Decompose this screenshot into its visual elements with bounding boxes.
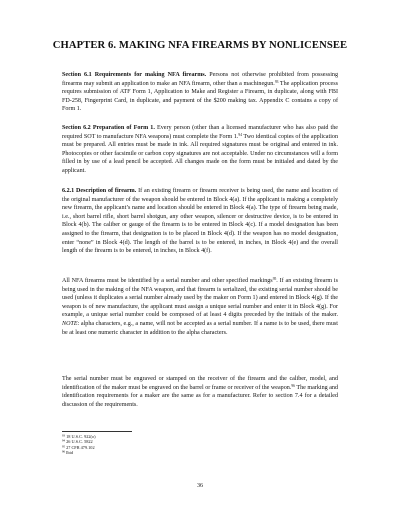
- engraving-text-a: The serial number must be engraved or stamped on the receiver of the firearm and the caliber, model, and identification of the maker must be engraved on the barrel or frame or receiver of the weapon.: [62, 376, 338, 391]
- footnote-number: 94: [62, 438, 65, 443]
- serial-text-a: All NFA firearms must be identified by a serial number and other specified markings: [62, 278, 273, 284]
- footnote-divider: [62, 431, 132, 432]
- footnote-number: 95: [62, 444, 65, 449]
- section-6-2-text-b: Two identical copies of the application must be prepared. All entries must be made in ink. All required signatures must be original and entered in ink. Photocopies or other facsimile or carbon copy signatures are not acceptable. Under no circumstances will a form filled in by use of a lead pencil be accepted. All changes made on the form must be initialed and dated by the applicant.: [62, 133, 338, 174]
- serial-number-paragraph: [62, 277, 338, 337]
- note-label: NOTE: [62, 320, 78, 327]
- section-6-2-heading: Section 6.2 Preparation of Form 1.: [62, 125, 155, 131]
- footnote-text: 18 U.S.C. 922(o): [65, 434, 96, 439]
- footnote-item: [62, 450, 262, 455]
- section-6-2-1-paragraph: [62, 187, 338, 256]
- serial-text-c: : alpha characters, e.g., a name, will not be accepted as a serial number. If a name is to be used, there must be at least one numeric character in addition to the alpha characters.: [62, 320, 338, 336]
- section-6-1-paragraph: [62, 71, 338, 114]
- engraving-text-b: The marking and identification requirements for a maker are the same as for a manufacturer. Refer to section 7.4 for a detailed discussion of the requirements.: [62, 384, 338, 408]
- footnote-number: 96: [62, 449, 65, 454]
- page-number: 36: [196, 483, 204, 489]
- footnote-text: 26 U.S.C. 5822: [65, 439, 93, 445]
- footnote-text: 27 CFR 479.102: [65, 444, 95, 450]
- footnotes: [62, 434, 262, 456]
- chapter-title: CHAPTER 6. MAKING NFA FIREARMS BY NONLICENSEE: [52, 40, 348, 51]
- section-6-2-text-a: Every person (other than a licensed manufacturer who has also paid the required SOT to manufacture NFA weapons) must complete the Form 1.: [62, 125, 338, 140]
- section-6-2-1-heading: 6.2.1 Description of firearm.: [62, 188, 137, 194]
- footnote-text: Ibid: [65, 450, 73, 456]
- section-6-2-1-text: If an existing firearm or firearm receiver is being used, the name and location of the original manufacturer of the weapon should be entered in Block 4(a). If the applicant is making a completely new firearm, the applicant’s name and location should be entered in Block 4(a). The type of firearm being made, i.e., short barrel rifle, short barrel shotgun, any other weapon, silencer or destructive device, is to be entered in Block 4(b). The caliber or gauge of the firearm is to be entered in Block 4(c). If a model designation has been assigned to the firearm, that designation is to be placed in Block 4(d). If the weapon has no model designation, enter “none” in Block 4(d). The length of the barrel is to be entered, in inches, in Block 4(e) and the overall length of the firearm is to be entered, in inches, in Block 4(f).: [62, 188, 339, 255]
- section-6-1-text-a: Persons not otherwise prohibited from possessing firearms may submit an application to make an NFA firearm, other than a machinegun.: [62, 72, 338, 87]
- footnote-ref-94[interactable]: 94: [238, 132, 242, 137]
- engraving-paragraph: [62, 375, 338, 409]
- footnote-number: 93: [62, 433, 65, 438]
- footnote-ref-96[interactable]: 96: [291, 383, 295, 388]
- section-6-1-heading: Section 6.1 Requirements for making NFA firearms.: [62, 72, 207, 78]
- footnote-ref-95[interactable]: 95: [272, 276, 277, 281]
- footnote-ref-93[interactable]: 93: [274, 79, 279, 84]
- section-6-2-paragraph: [62, 124, 338, 176]
- section-6-1-text-b: The application process requires submission of ATF Form 1, Application to Make and Register a Firearm, in duplicate, along with FBI FD-258, Fingerprint Card, in duplicate, and payment of the $200 making tax. Appendix C contains a copy of Form 1.: [62, 80, 338, 113]
- serial-text-b: . If an existing firearm is being used in the making of the NFA weapon, and that firearm is serialized, the existing serial number should be used (unless it duplicates a serial number already used by the maker on Form 1) and entered in Block 4(g). If the weapon is of new manufacture, the applicant must assign a unique serial number and enter it in Block 4(g). For example, a unique serial number could be composed of at least 4 digits preceded by the initials of the maker.: [62, 278, 338, 319]
